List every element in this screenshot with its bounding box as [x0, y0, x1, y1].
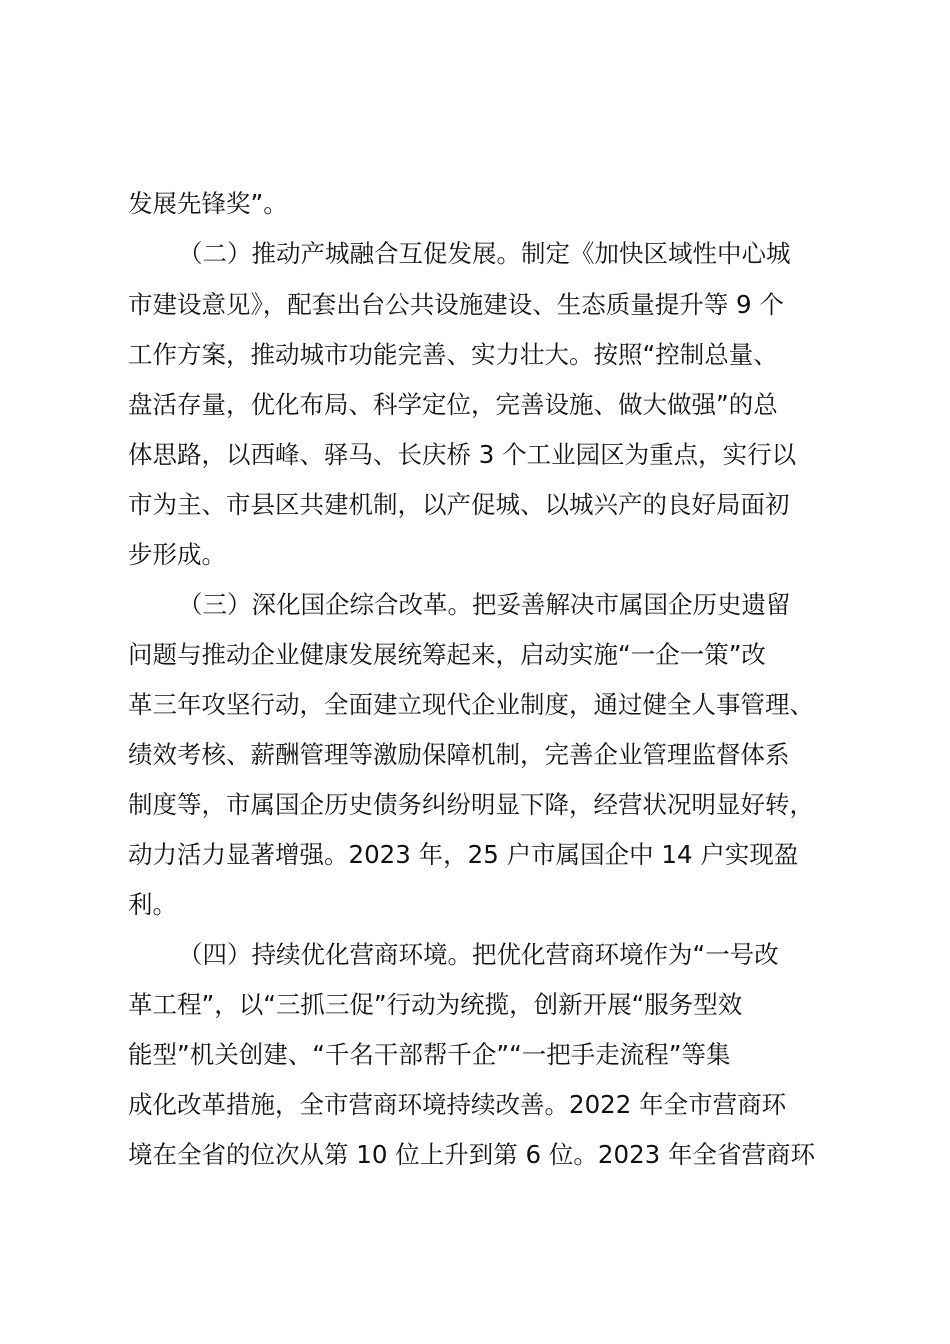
paragraph-3-line-7: 利。 [128, 890, 177, 919]
paragraph-2-line-4: 盘活存量，优化布局、科学定位，完善设施、做大做强”的总 [128, 390, 778, 419]
paragraph-3-line-3: 革三年攻坚行动，全面建立现代企业制度，通过健全人事管理、 [128, 690, 814, 719]
paragraph-3-line-2: 问题与推动企业健康发展统筹起来，启动实施“一企一策”改 [128, 640, 766, 669]
paragraph-3-line-5: 制度等，市属国企历史债务纠纷明显下降，经营状况明显好转， [128, 790, 814, 819]
paragraph-3-line-6: 动力活力显著增强。2023 年，25 户市属国企中 14 户实现盈 [128, 840, 799, 869]
paragraph-4-line-4: 成化改革措施，全市营商环境持续改善。2022 年全市营商环 [128, 1090, 787, 1119]
paragraph-4-line-5: 境在全省的位次从第 10 位上升到第 6 位。2023 年全省营商环 [128, 1140, 816, 1169]
paragraph-2-line-6: 市为主、市县区共建机制，以产促城、以城兴产的良好局面初 [128, 490, 790, 519]
paragraph-2-line-3: 工作方案，推动城市功能完善、实力壮大。按照“控制总量、 [128, 340, 778, 369]
paragraph-4-line-1: （四）持续优化营商环境。把优化营商环境作为“一号改 [178, 940, 779, 969]
paragraph-4-line-3: 能型”机关创建、“千名干部帮千企”“一把手走流程”等集 [128, 1040, 731, 1069]
paragraph-1-line-1: 发展先锋奖”。 [128, 189, 288, 218]
paragraph-3-line-4: 绩效考核、薪酬管理等激励保障机制，完善企业管理监督体系 [128, 740, 790, 769]
paragraph-2-line-1: （二）推动产城融合互促发展。制定《加快区域性中心城 [178, 239, 791, 268]
paragraph-2-line-2: 市建设意见》，配套出台公共设施建设、生态质量提升等 9 个 [128, 290, 784, 319]
paragraph-3-line-1: （三）深化国企综合改革。把妥善解决市属国企历史遗留 [178, 590, 791, 619]
paragraph-2-line-5: 体思路，以西峰、驿马、长庆桥 3 个工业园区为重点，实行以 [128, 440, 797, 469]
paragraph-2-line-7: 步形成。 [128, 540, 226, 569]
paragraph-4-line-2: 革工程”，以“三抓三促”行动为统揽，创新开展“服务型效 [128, 990, 743, 1019]
